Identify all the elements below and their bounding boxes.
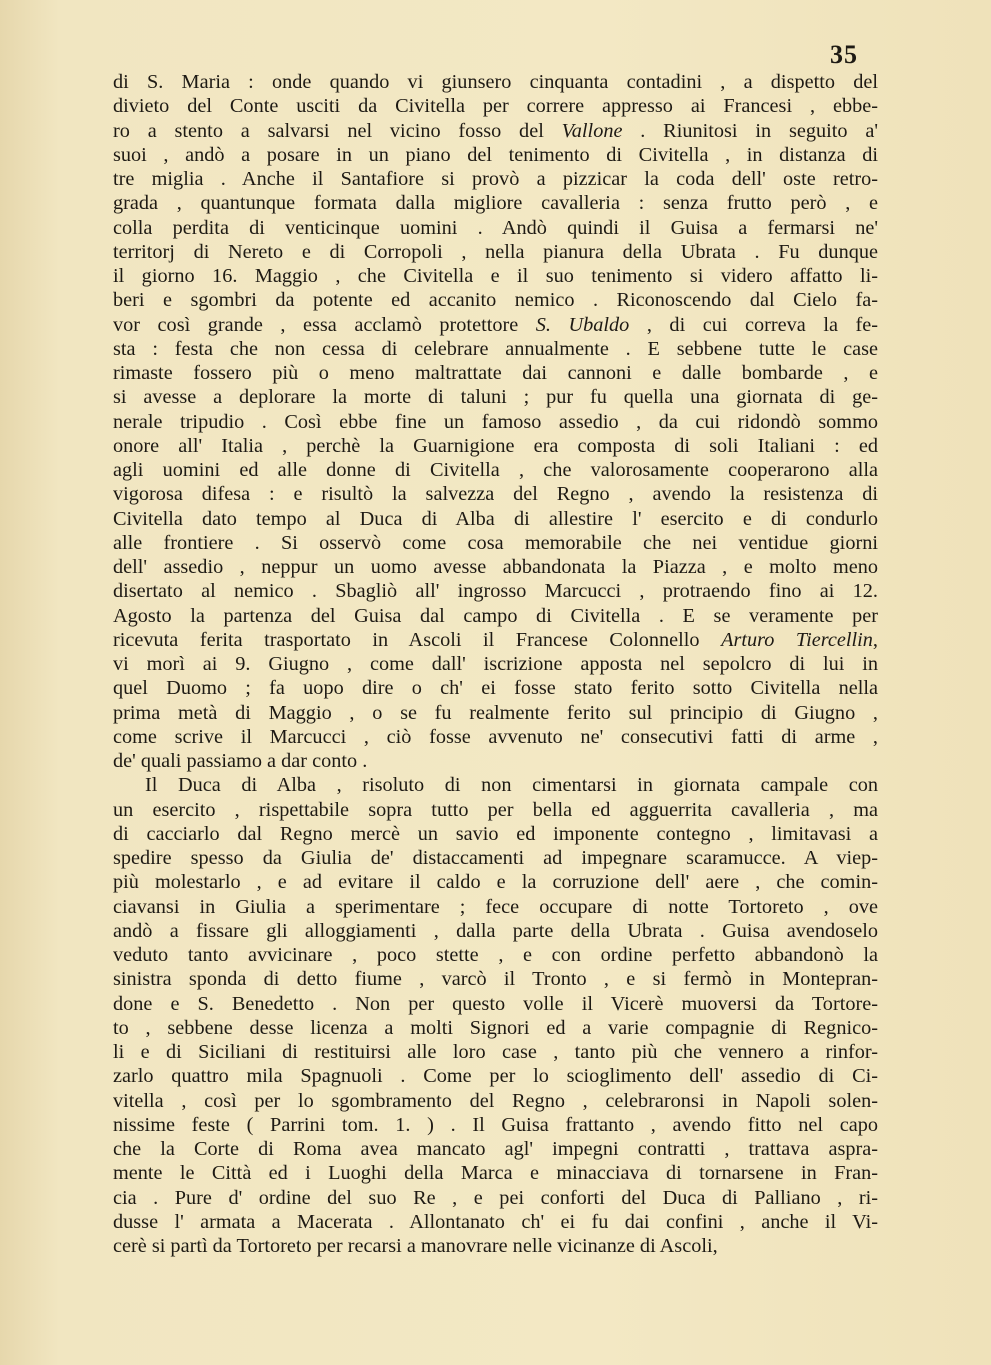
text-line: [113, 1113, 878, 1137]
text-segment: , di cui correva la fe-: [629, 313, 878, 336]
text-line: [113, 773, 878, 797]
text-line: [113, 992, 878, 1016]
text-segment: territorj di Nereto e di Corropoli , nella pianura della Ubrata . Fu dunque: [113, 240, 878, 263]
text-segment: un esercito , rispettabile sopra tutto per bella ed agguerrita cavalleria , ma: [113, 798, 878, 821]
text-segment: suoi , andò a posare in un piano del tenimento di Civitella , in distanza di: [113, 143, 878, 166]
text-line: [113, 313, 878, 337]
text-segment: vor così grande , essa acclamò protettore: [113, 313, 536, 336]
text-segment: zarlo quattro mila Spagnuoli . Come per lo scioglimento dell' assedio di Ci-: [113, 1065, 878, 1088]
text-line: [113, 943, 878, 967]
text-segment: alle frontiere . Si osservò come cosa memorabile che nei ventidue giorni: [113, 531, 878, 554]
text-segment: sinistra sponda di detto fiume , varcò il Tronto , e si fermò in Montepran-: [113, 968, 878, 991]
text-line: [113, 337, 878, 361]
text-segment: di S. Maria : onde quando vi giunsero cinquanta contadini , a dispetto del: [113, 71, 878, 93]
text-line: [113, 458, 878, 482]
text-segment: si avesse a deplorare la morte di taluni ; pur fu quella una giornata di ge-: [113, 386, 878, 409]
text-segment: vi morì ai 9. Giugno , come dall' iscrizione apposta nel sepolcro di lui in: [113, 653, 878, 675]
text-segment: dell' assedio , neppur un uomo avesse abbandonata la Piazza , e molto meno: [113, 556, 878, 578]
text-segment: beri e sgombri da potente ed accanito nemico . Riconoscendo dal Cielo fa-: [113, 289, 878, 312]
text-line: [113, 555, 878, 579]
text-segment: to , sebbene desse licenza a molti Signori ed a varie compagnie di Regnico-: [113, 1016, 878, 1039]
italic-text: S. Ubaldo: [535, 313, 630, 336]
text-line: [113, 1089, 878, 1113]
text-line: [113, 1234, 878, 1258]
text-segment: cia . Pure d' ordine del suo Re , e pei conforti del Duca di Palliano , ri-: [113, 1186, 878, 1209]
text-line: [113, 579, 878, 603]
text-line: [113, 628, 878, 652]
text-line: [113, 507, 878, 531]
text-segment: grada , quantunque formata dalla migliore cavalleria : senza frutto però , e: [113, 192, 878, 215]
text-segment: quel Duomo ; fa uopo dire o ch' ei fosse stato ferito sotto Civitella nella: [113, 677, 878, 700]
text-line: [113, 385, 878, 409]
text-line: [113, 216, 878, 240]
text-segment: rimaste fossero più o meno maltrattate dai cannoni e dalle bombarde , e: [113, 362, 878, 384]
italic-text: Arturo Tiercellin: [721, 628, 873, 651]
text-segment: nissime feste ( Parrini tom. 1. ) . Il Guisa frattanto , avendo fitto nel capo: [113, 1113, 878, 1136]
text-segment: tre miglia . Anche il Santafiore si provò a pizzicar la coda dell' oste retro-: [113, 168, 878, 190]
text-segment: . Riunitosi in seguito a': [622, 119, 878, 142]
text-line: [113, 725, 878, 749]
text-segment: cerè si partì da Tortoreto per recarsi a manovrare nelle vicinanze di Ascoli,: [113, 1235, 718, 1257]
text-line: [113, 1210, 878, 1234]
text-segment: disertato al nemico . Sbagliò all' ingrosso Marcucci , protraendo fino ai 12.: [113, 580, 878, 603]
text-line: [113, 895, 878, 919]
text-segment: ricevuta ferita trasportato in Ascoli il Francese Colonnello: [113, 628, 722, 651]
text-segment: agli uomini ed alle donne di Civitella , che valorosamente cooperarono alla: [113, 459, 878, 481]
text-segment: spedire spesso da Giulia de' distaccamenti ad impegnare scaramucce. A viep-: [113, 847, 878, 869]
text-line: [113, 822, 878, 846]
text-segment: done e S. Benedetto . Non per questo volle il Vicerè muoversi da Tortore-: [113, 992, 878, 1015]
text-segment: divieto del Conte usciti da Civitella per correre appresso ai Francesi , ebbe-: [113, 95, 878, 118]
text-line: [113, 1161, 878, 1185]
text-line: [113, 119, 878, 143]
text-segment: ciavansi in Giulia a sperimentare ; fece occupare di notte Tortoreto , ove: [113, 895, 878, 918]
text-segment: vigorosa difesa : e risultò la salvezza del Regno , avendo la resistenza di: [113, 483, 878, 506]
text-segment: più molestarlo , e ad evitare il caldo e la corruzione dell' aere , che comin-: [113, 871, 878, 894]
page-number: 35: [830, 40, 858, 69]
text-segment: ,: [872, 628, 878, 651]
text-segment: sta : festa che non cessa di celebrare annualmente . E sebbene tutte le case: [113, 337, 878, 360]
text-segment: mente le Città ed i Luoghi della Marca e minacciava di tornarsene in Fran-: [113, 1162, 878, 1185]
text-line: [113, 410, 878, 434]
text-line: [113, 531, 878, 555]
text-segment: Agosto la partenza del Guisa dal campo di Civitella . E se veramente per: [113, 604, 878, 627]
text-segment: Civitella dato tempo al Duca di Alba di allestire l' esercito e di condurlo: [113, 507, 878, 530]
text-line: [113, 798, 878, 822]
text-segment: ro a stento a salvarsi nel vicino fosso del: [113, 119, 562, 142]
text-segment: colla perdita di venticinque uomini . Andò quindi il Guisa a fermarsi ne': [113, 216, 878, 239]
text-line: [113, 70, 878, 94]
text-line: [113, 652, 878, 676]
text-segment: vitella , così per lo sgombramento del Regno , celebraronsi in Napoli solen-: [113, 1089, 878, 1112]
text-line: [113, 919, 878, 943]
text-line: [113, 434, 878, 458]
text-line: [113, 288, 878, 312]
text-line: [113, 676, 878, 700]
text-line: [113, 870, 878, 894]
text-line: [113, 167, 878, 191]
text-line: [113, 240, 878, 264]
text-segment: andò a fissare gli alloggiamenti , dalla parte della Ubrata . Guisa avendoselo: [113, 919, 878, 942]
text-line: [113, 143, 878, 167]
text-line: [113, 701, 878, 725]
text-line: [113, 1137, 878, 1161]
text-segment: veduto tanto avvicinare , poco stette , e con ordine perfetto abbandonò la: [113, 944, 878, 966]
text-line: [113, 361, 878, 385]
italic-text: Vallone: [561, 119, 623, 142]
text-line: [113, 967, 878, 991]
body-text: [113, 70, 878, 1258]
text-segment: che la Corte di Roma avea mancato agl' impegni contratti , trattava aspra-: [113, 1138, 878, 1160]
text-line: [113, 94, 878, 118]
text-line: [113, 1186, 878, 1210]
text-line: [113, 1040, 878, 1064]
text-segment: li e di Siciliani di restituirsi alle loro case , tanto più che vennero a rinfor-: [113, 1041, 878, 1063]
text-line: [113, 1016, 878, 1040]
text-segment: il giorno 16. Maggio , che Civitella e il suo tenimento si videro affatto li-: [113, 265, 878, 287]
text-line: [113, 264, 878, 288]
text-segment: di cacciarlo dal Regno mercè un savio ed imponente contegno , limitavasi a: [113, 822, 878, 845]
text-line: [113, 846, 878, 870]
text-line: [113, 482, 878, 506]
text-line: [113, 191, 878, 215]
text-segment: onore all' Italia , perchè la Guarnigione era composta di soli Italiani : ed: [113, 434, 878, 457]
text-segment: come scrive il Marcucci , ciò fosse avvenuto ne' consecutivi fatti di arme ,: [113, 725, 878, 748]
text-segment: nerale tripudio . Così ebbe fine un famoso assedio , da cui ridondò sommo: [113, 410, 878, 433]
text-segment: prima metà di Maggio , o se fu realmente ferito sul principio di Giugno ,: [113, 701, 878, 724]
text-segment: Il Duca di Alba , risoluto di non cimentarsi in giornata campale con: [145, 774, 878, 797]
text-segment: de' quali passiamo a dar conto .: [113, 750, 368, 772]
text-line: [113, 604, 878, 628]
text-line: [113, 1064, 878, 1088]
text-segment: dusse l' armata a Macerata . Allontanato ch' ei fu dai confini , anche il Vi-: [113, 1210, 878, 1233]
text-line: [113, 749, 878, 773]
